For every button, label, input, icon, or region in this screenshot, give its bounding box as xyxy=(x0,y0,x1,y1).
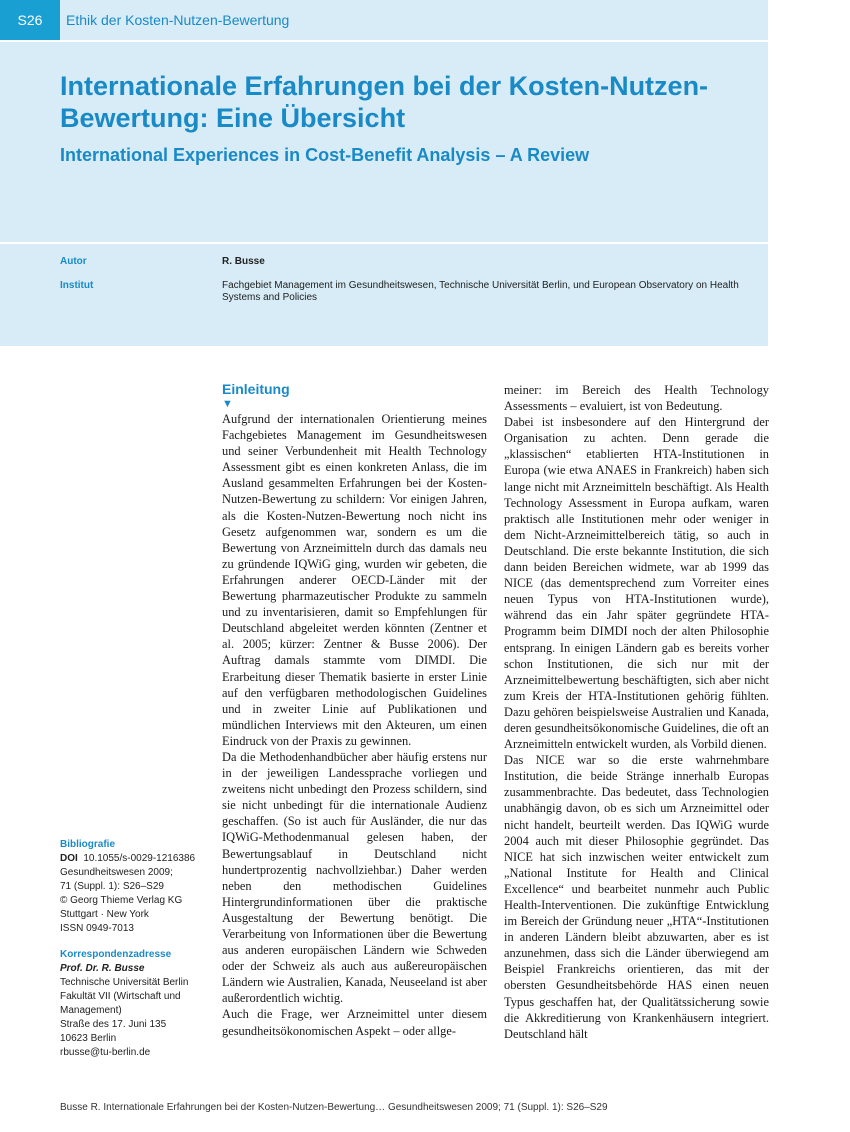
address-line: Straße des 17. Juni 135 xyxy=(60,1019,167,1030)
sidebar xyxy=(60,838,210,1060)
article-title-english: International Experiences in Cost-Benefit Analysis – A Review xyxy=(60,145,590,165)
paragraph: Aufgrund der internationalen Orientierung meines Fachgebietes Management im Gesundheitswesen und seiner Verbundenheit mit Health Technology Assessment gibt es einen konkreten Anlass, die im Ausland gesammelten Erfahrungen bei der Kosten-Nutzen-Bewertung zu schildern: Vor einigen Jahren, als die Kosten-Nutzen-Bewertung noch nicht ins Gesetz aufgenommen war, sondern es um die Bewertung von Arzneimitteln durch das damals neu zu gründende IQWiG ging, wurden wir gebeten, die Erfahrungen anderer OECD-Länder mit der Bewertung pharmazeutischer Produkte zu sammeln und zu inventarisieren, damit so Empfehlungen für Deutschland abgeleitet werden könnten (Zentner et al. 2005; kürzer: Zentner & Busse 2006). Der Auftrag damals stammte vom DIMDI. Die Erarbeitung dieser Thematik basierte in erster Linie auf den verfügbaren methodologischen Guidelines und in zweiter Linie auf Publikationen und mündlichen Interviews mit den Akteuren, um einen Eindruck von der Praxis zu gewinnen. xyxy=(222,412,487,748)
address-line: Technische Universität Berlin xyxy=(60,977,189,988)
bib-line: 71 (Suppl. 1): S26–S29 xyxy=(60,881,164,892)
correspondence-name: Prof. Dr. R. Busse xyxy=(60,963,145,974)
bib-line: © Georg Thieme Verlag KG xyxy=(60,895,183,906)
paragraph: Auch die Frage, wer Arzneimittel unter diesem gesundheitsökonomischen Aspekt – oder allge- xyxy=(222,1007,487,1038)
email-link[interactable]: rbusse@tu-berlin.de xyxy=(60,1047,151,1058)
address-line: 10623 Berlin xyxy=(60,1033,117,1044)
footer-citation: Busse R. Internationale Erfahrungen bei der Kosten-Nutzen-Bewertung… Gesundheitswesen 2009; 71 (Suppl. 1): S26–S29 xyxy=(60,1102,608,1113)
down-arrow-icon: ▼ xyxy=(222,398,233,410)
doi-line xyxy=(60,852,210,866)
bibliography-heading: Bibliografie xyxy=(60,839,116,850)
author-label: Autor xyxy=(60,256,87,267)
article-title-german: Internationale Erfahrungen bei der Kosten-Nutzen-Bewertung: Eine Übersicht xyxy=(60,71,709,133)
section-heading: Einleitung xyxy=(222,381,290,397)
doi-label: DOI xyxy=(60,853,78,864)
section-title: Ethik der Kosten-Nutzen-Bewertung xyxy=(66,12,290,28)
bib-line: Stuttgart · New York xyxy=(60,909,149,920)
paragraph: Dabei ist insbesondere auf den Hintergrund der Organisation zu achten. Denn gerade die „klassischen“ etablierten HTA-Institutionen in Europa (wie etwa ANAES in Frankreich) haben sich lange nicht mit Arzneimitteln beschäftigt. Als Health Technology Assessment in Europa aufkam, waren praktisch alle Institutionen mehr oder weniger in dem Nicht-Arzneimittelbereich tätig, so auch in Deutschland. Die erste bekannte Institution, die sich dann beiden Bereichen widmete, war ab 1999 das NICE (das dementsprechend zum Vorreiter eines neuen Typus von HTA-Institutionen wurde), während das ein Jahr später gegründete HTA-Programm beim DIMDI noch der alten Philosophie entsprang. In einigen Ländern gab es bereits vorher schon Institutionen, die sich nur mit der Arzneimittelbewertung beschäftigten, sich aber nicht zum Kreis der HTA-Institutionen gehörig fühlten. Dazu gehören beispielsweise Australien und Kanada, deren gesundheitsökonomische Guidelines, die oft an Arzneimitteln entwickelt wurden, als Vorbild dienen. xyxy=(504,415,769,752)
page-number: S26 xyxy=(0,0,60,40)
paragraph: Da die Methodenhandbücher aber häufig erstens nur in der jeweiligen Landessprache vorliegen und zweitens nicht unbedingt den Prozess schildern, sind sie nicht unbedingt für die internationale Audienz geschaffen. (So ist auch für Ausländer, die nur das IQWiG-Methodenmanual gelesen haben, der Bewertungsablauf in Deutschland nicht hundertprozentig nachvollziehbar.) Daher werden neben den methodischen Guidelines Hintergrundinformationen über die praktische Ausgestaltung der Bewertung benötigt. Die Verarbeitung von Informationen über die Bewertung aus anderen europäischen Ländern wie Schweden oder der Schweiz als auch aus außereuropäischen Ländern wie Australien, Kanada, Neuseeland ist aber außerordentlich wichtig. xyxy=(222,749,487,1006)
doi-value[interactable]: 10.1055/s-0029-1216386 xyxy=(83,853,196,864)
bib-line: ISSN 0949-7013 xyxy=(60,923,134,934)
bib-line: Gesundheitswesen 2009; xyxy=(60,867,173,878)
institute-label: Institut xyxy=(60,280,94,291)
address-line: Fakultät VII (Wirtschaft und Management) xyxy=(60,991,181,1016)
paragraph: Das NICE war so die erste wahrnehmbare Institution, die beide Stränge innerhalb Europas zusammenbrachte. Das bedeutet, dass Technologien unabhängig davon, ob es sich um Arzneimittel oder nicht handelt, beurteilt werden. Das IQWiG wurde 2004 auch mit dieser Philosophie gegründet. Das NICE hat sich inzwischen weiter entwickelt zum „National Institute for Health and Clinical Excellence“ und bearbeitet nunmehr auch Public Health-Interventionen. Die zukünftige Entwicklung im Bereich der Gründung neuer „HTA“-Institutionen in anderen Ländern bleibt abzuwarten, aber es ist anzunehmen, dass sich die Länder überwiegend am Beispiel Frankreichs orientieren, das mit der obersten Gesundheitsbehörde HAS einen neuen Typus geschaffen hat, der Qualitätssicherung sowie die Akkreditierung von Krankenhäusern integriert. Deutschland hält xyxy=(504,753,769,1041)
paragraph: meiner: im Bereich des Health Technology Assessments – evaluiert, ist von Bedeutung. xyxy=(504,383,769,414)
body-column-2 xyxy=(504,382,769,1042)
author-name: R. Busse xyxy=(222,256,265,267)
body-column-1 xyxy=(222,380,487,1039)
correspondence-heading: Korrespondenzadresse xyxy=(60,949,172,960)
institute-name: Fachgebiet Management im Gesundheitswesen, Technische Universität Berlin, und European Observatory on Health Systems and Policies xyxy=(222,280,739,303)
